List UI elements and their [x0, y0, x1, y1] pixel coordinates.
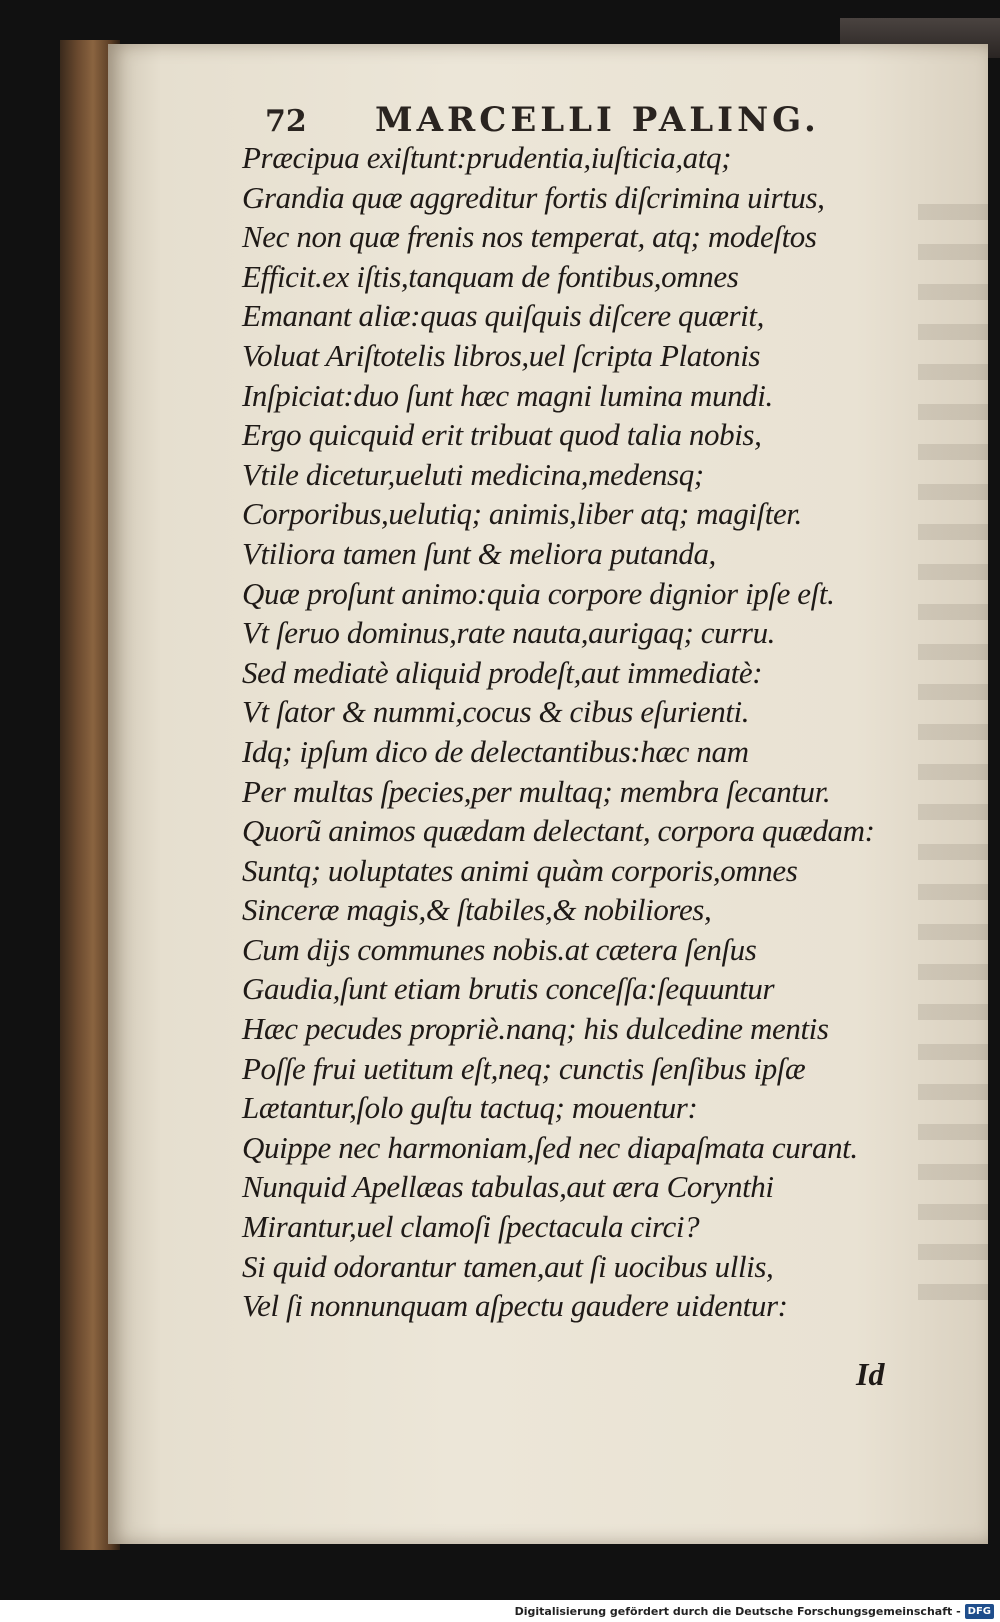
verse-line: Idq; ipſum dico de delectantibus:hæc nam [242, 733, 749, 769]
verse-line: Si quid odorantur tamen,aut ſi uocibus ullis, [242, 1248, 774, 1284]
verse-line: Gaudia,ſunt etiam brutis conceſſa:ſequuntur [242, 971, 775, 1007]
catchword: Id [856, 1356, 885, 1392]
verse-line: Quæ proſunt animo:quia corpore dignior ipſe eſt. [242, 575, 835, 611]
verse-line: Quorũ animos quædam delectant, corpora quædam: [242, 813, 875, 849]
verse-line: Vtile dicetur,ueluti medicina,medensq; [242, 456, 704, 492]
verse-line: Cum dijs communes nobis.at cætera ſenſus [242, 931, 757, 967]
verse-line: Præcipua exiſtunt:prudentia,iuſticia,atq; [242, 140, 732, 175]
verse-line: Vtiliora tamen ſunt & meliora putanda, [242, 535, 716, 571]
verse-line: Vel ſi nonnunquam aſpectu gaudere uidentur: [242, 1288, 788, 1324]
running-title: MARCELLI PALING. [375, 100, 820, 140]
verse-line: Lætantur,ſolo guſtu tactuq; mouentur: [242, 1090, 698, 1126]
verse-line: Grandia quæ aggreditur fortis diſcrimina uirtus, [242, 179, 825, 215]
verse-line: Mirantur,uel clamoſi ſpectacula circi? [242, 1209, 700, 1245]
verse-line: Voluat Ariſtotelis libros,uel ſcripta Platonis [242, 337, 761, 373]
verse-text [242, 138, 902, 1326]
verse-line: Poſſe frui uetitum eſt,neq; cunctis ſenſibus ipſæ [242, 1050, 806, 1086]
verse-line: Ergo quicquid erit tribuat quod talia nobis, [242, 417, 762, 453]
dfg-logo-icon: DFG [965, 1604, 994, 1619]
page-number: 72 [265, 104, 307, 139]
verse-line: Nec non quæ frenis nos temperat, atq; modeſtos [242, 219, 817, 255]
verse-line: Quippe nec harmoniam,ſed nec diapaſmata curant. [242, 1129, 858, 1165]
verse-line: Inſpiciat:duo ſunt hæc magni lumina mundi. [242, 377, 773, 413]
verse-line: Sed mediatè aliquid prodeſt,aut immediatè: [242, 654, 763, 690]
verse-line: Vt ſeruo dominus,rate nauta,aurigaq; curru. [242, 615, 776, 651]
verse-line: Hæc pecudes propriè.nanq; his dulcedine mentis [242, 1011, 829, 1047]
verse-line: Per multas ſpecies,per multaq; membra ſecantur. [242, 773, 831, 809]
verse-line: Suntq; uoluptates animi quàm corporis,omnes [242, 852, 798, 888]
verse-line: Sinceræ magis,& ſtabiles,& nobiliores, [242, 892, 712, 928]
verse-line: Efficit.ex iſtis,tanquam de fontibus,omnes [242, 258, 739, 294]
digitization-footer [0, 1600, 1000, 1622]
verse-line: Nunquid Apellæas tabulas,aut æra Corynthi [242, 1169, 774, 1205]
verse-line: Corporibus,uelutiq; animis,liber atq; magiſter. [242, 496, 802, 532]
funding-credit: Digitalisierung gefördert durch die Deutsche Forschungsgemeinschaft - [514, 1604, 961, 1618]
bleed-through [918, 204, 988, 1304]
verse-line: Vt ſator & nummi,cocus & cibus eſurienti. [242, 694, 750, 730]
verse-line: Emanant aliæ:quas quiſquis diſcere quærit, [242, 298, 764, 334]
